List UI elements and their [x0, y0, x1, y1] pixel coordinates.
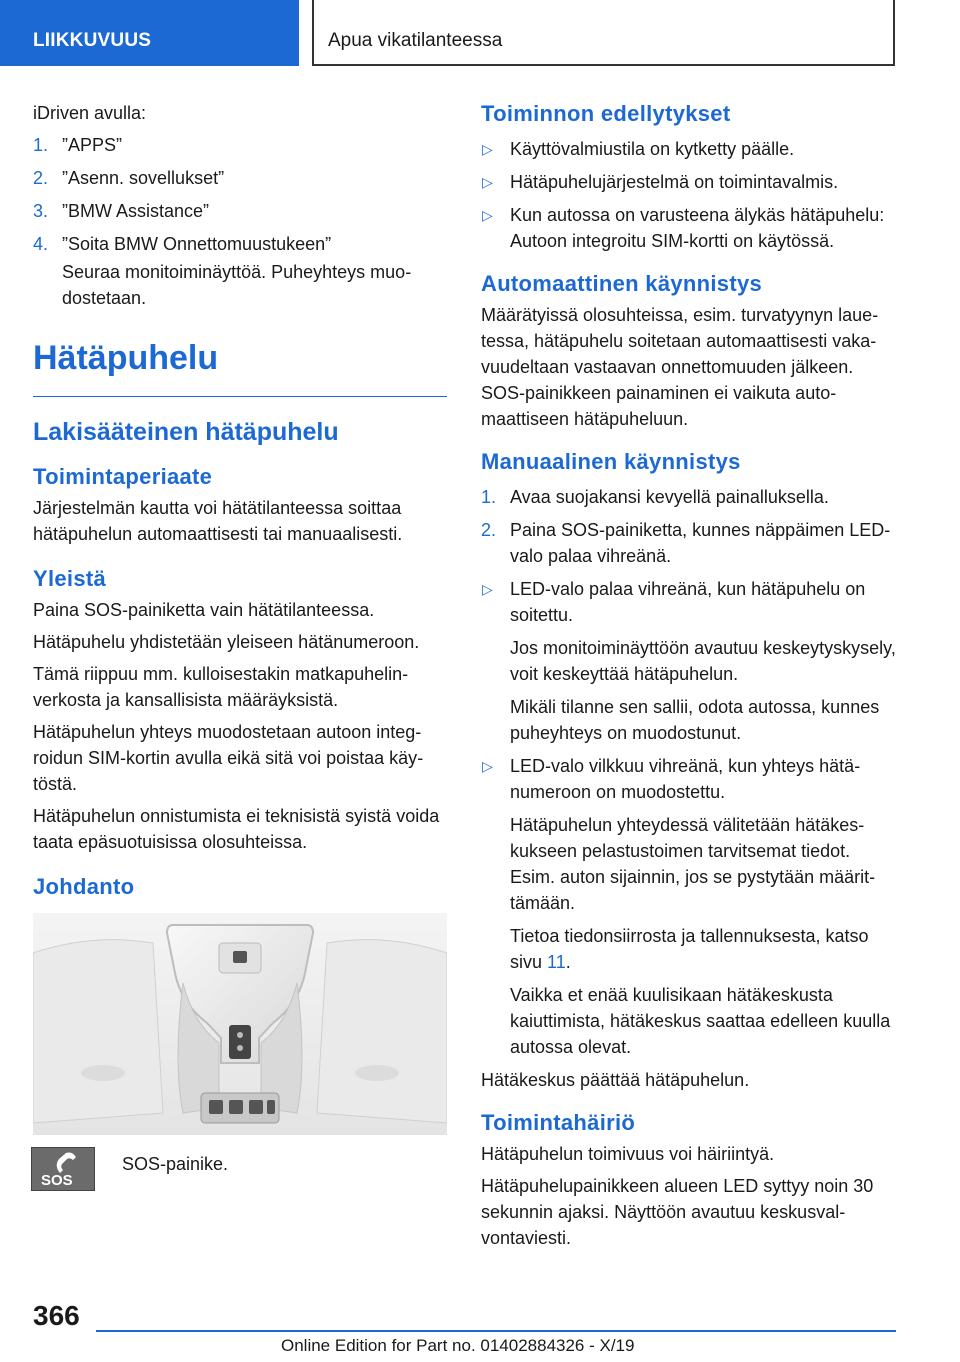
list-item	[33, 165, 447, 191]
step-text: ”Soita BMW Onnettomuustukeen”	[62, 234, 332, 254]
chapter-tab[interactable]: Apua vikatilanteessa	[312, 0, 895, 66]
step-note: Seuraa monitoiminäyttöä. Puheyhteys muodostetaan.	[62, 262, 412, 308]
sos-legend	[33, 1151, 447, 1195]
triangle-bullet-icon: ▷	[482, 141, 493, 157]
list-item	[481, 576, 896, 628]
section-tab[interactable]: LIIKKUVUUS	[0, 0, 299, 66]
list-item	[481, 517, 896, 569]
prereq-heading: Toiminnon edellytykset	[481, 101, 731, 126]
led-green-note: Jos monitoiminäyttöön avautuu keskeytyskysely, voit keskeyttää hätäpuhelun.	[510, 638, 896, 684]
led-blink-note: Hätäpuhelun yhteydessä välitetään hätäkeskukseen pelastustoimen tarvitsemat tiedot. Esim. auton sijainnin, jos se pystytään määrittämään.	[510, 815, 876, 913]
intro-heading: Johdanto	[33, 874, 135, 899]
data-note-text: Tietoa tiedonsiirrosta ja tallennuksesta, katso sivu	[510, 926, 869, 972]
step-number: 1.	[33, 135, 49, 155]
step-number: 4.	[33, 234, 49, 254]
step-text: ”Asenn. sovellukset”	[62, 168, 225, 188]
auto-start-heading: Automaattinen käynnistys	[481, 271, 763, 296]
page-header	[0, 0, 960, 66]
list-item	[481, 169, 896, 195]
left-column	[33, 100, 447, 1195]
step-text: Paina SOS-painiketta, kunnes näppäimen LED-valo palaa vihreänä.	[510, 520, 891, 566]
list-item	[481, 136, 896, 162]
principle-text: Järjestelmän kautta voi hätätilanteessa soittaa hätäpuhelun automaattisesti tai manuaalisesti.	[33, 498, 403, 544]
general-paragraph: Hätäpuhelun onnistumista ei teknisistä syistä voida taata epäsuotuisissa olosuhteissa.	[33, 806, 440, 852]
speaker-note: Vaikka et enää kuulisikaan hätäkeskusta kaiuttimista, hätäkeskus saattaa edelleen kuulla autossa olevat.	[510, 985, 891, 1057]
data-transfer-note	[481, 923, 896, 975]
step-text: Avaa suojakansi kevyellä painalluksella.	[510, 487, 829, 507]
triangle-bullet-icon: ▷	[482, 207, 493, 223]
list-item	[481, 484, 896, 510]
list-item	[33, 198, 447, 224]
step-number: 1.	[481, 487, 497, 507]
general-paragraph: Hätäpuhelun yhteys muodostetaan autoon integroidun SIM-kortin avulla eikä sitä voi poistaa käytöstä.	[33, 722, 424, 794]
led-green-note: Mikäli tilanne sen sallii, odota autossa, kunnes puheyhteys on muodostunut.	[510, 697, 880, 743]
sos-button-illustration	[33, 913, 447, 1135]
general-paragraph: Paina SOS-painiketta vain hätätilanteessa.	[33, 600, 375, 620]
end-call-note: Hätäkeskus päättää hätäpuhelun.	[481, 1070, 750, 1090]
prereq-text: Hätäpuhelujärjestelmä on toimintavalmis.	[510, 172, 839, 192]
step-number: 2.	[33, 168, 49, 188]
roof-console-image	[33, 913, 447, 1135]
right-column	[481, 100, 896, 1257]
general-paragraph: Hätäpuhelu yhdistetään yleiseen hätänumeroon.	[33, 632, 420, 652]
prereq-text: Käyttövalmiustila on kytketty päälle.	[510, 139, 795, 159]
idrive-intro: iDriven avulla:	[33, 103, 147, 123]
general-heading: Yleistä	[33, 566, 107, 591]
step-number: 3.	[33, 201, 49, 221]
fault-heading: Toimintahäiriö	[481, 1110, 636, 1135]
auto-start-text: Määrätyissä olosuhteissa, esim. turvatyynyn lauetessa, hätäpuhelu soitetaan automaattisesti vakavuudeltaan vastaavan onnettomuuden jälkeen. SOS-painikkeen painaminen ei vaikuta automaattiseen hätäpuheluun.	[481, 305, 879, 429]
triangle-bullet-icon: ▷	[482, 758, 493, 774]
led-blink-text: LED-valo vilkkuu vihreänä, kun yhteys hätänumeroon on muodostettu.	[510, 756, 861, 802]
manual-start-heading: Manuaalinen käynnistys	[481, 449, 741, 474]
page-title: Hätäpuhelu	[33, 318, 447, 397]
list-item	[33, 231, 447, 257]
page-number: 366	[33, 1300, 80, 1331]
general-paragraph: Tämä riippuu mm. kulloisestakin matkapuhelinverkosta ja kansallisista määräyksistä.	[33, 664, 409, 710]
list-item	[33, 132, 447, 158]
principle-heading: Toimintaperiaate	[33, 464, 213, 489]
triangle-bullet-icon: ▷	[482, 581, 493, 597]
step-text: ”APPS”	[62, 135, 123, 155]
triangle-bullet-icon: ▷	[482, 174, 493, 190]
led-green-text: LED-valo palaa vihreänä, kun hätäpuhelu on soitettu.	[510, 579, 866, 625]
prereq-text: Kun autossa on varusteena älykäs hätäpuhelu: Autoon integroitu SIM-kortti on käytössä.	[510, 205, 885, 251]
edition-note: Online Edition for Part no. 01402884326 - X/19	[281, 1336, 635, 1355]
list-item	[481, 202, 896, 254]
fault-paragraph: Hätäpuhelupainikkeen alueen LED syttyy noin 30 sekunnin ajaksi. Näyttöön avautuu keskusvalvontaviesti.	[481, 1176, 874, 1248]
sos-label: SOS-painike.	[122, 1154, 229, 1174]
data-note-suffix: .	[565, 952, 571, 972]
svg-text:SOS: SOS	[41, 1172, 73, 1189]
step-number: 2.	[481, 520, 497, 540]
fault-paragraph: Hätäpuhelun toimivuus voi häiriintyä.	[481, 1144, 775, 1164]
list-item	[481, 753, 896, 805]
footer-divider	[96, 1330, 896, 1332]
section-subtitle: Lakisääteinen hätäpuhelu	[33, 418, 339, 446]
step-text: ”BMW Assistance”	[62, 201, 210, 221]
sos-icon	[31, 1147, 95, 1191]
page-link[interactable]: 11	[547, 952, 566, 972]
